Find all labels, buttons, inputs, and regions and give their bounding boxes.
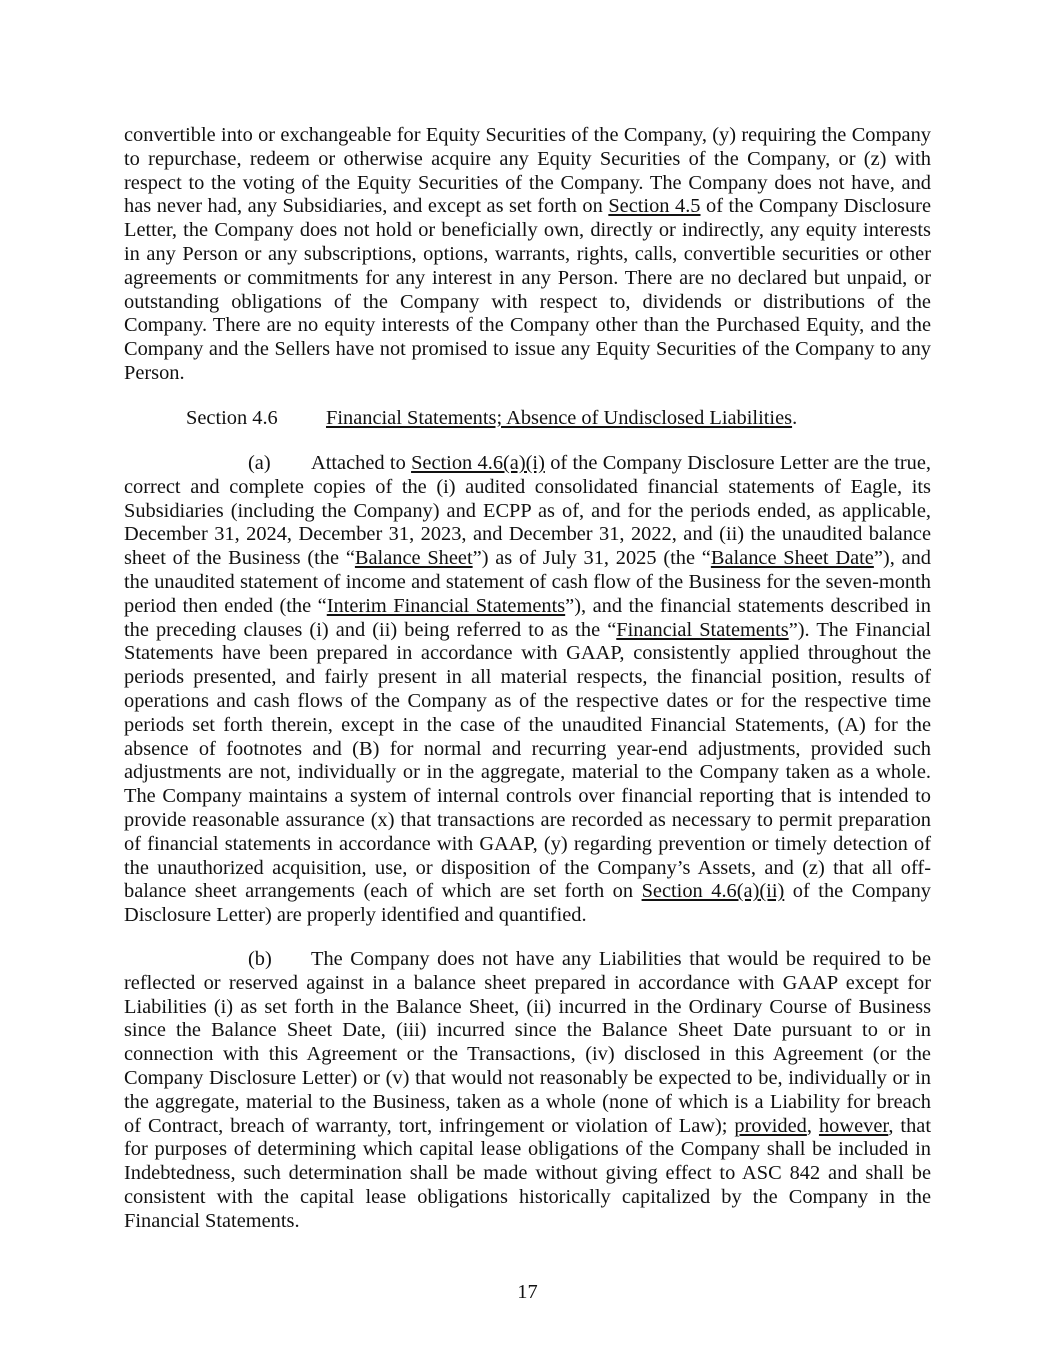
text-line (124, 972, 931, 996)
text-line (124, 1091, 931, 1115)
cross-reference: Balance Sheet (354, 547, 473, 570)
text-line (124, 148, 931, 172)
text-segment: Company Disclosure Letter) or (v) that would not reasonably be expected to be, individually or in (124, 1066, 931, 1089)
text-line (124, 219, 931, 243)
text-line (124, 267, 931, 291)
text-line (124, 690, 931, 714)
text-segment: , (806, 1114, 819, 1137)
text-line (124, 714, 931, 738)
cross-reference: Section 4.5 (608, 195, 701, 218)
cross-reference: provided (734, 1114, 807, 1137)
text-line (124, 833, 931, 857)
text-segment: the unauthorized acquisition, use, or disposition of the Company’s Assets, and (z) that all off- (124, 856, 931, 879)
text-segment: Company and the Sellers have not promised to issue any Equity Securities of the Company to any (124, 338, 931, 361)
text-segment: ”) as of July 31, 2025 (the “ (472, 547, 711, 570)
text-line (124, 1067, 931, 1091)
text-line (124, 314, 931, 338)
text-segment: Disclosure Letter) are properly identified and quantified. (124, 904, 587, 927)
text-line (124, 948, 931, 972)
text-segment: in any Person or any subscriptions, options, warrants, rights, calls, convertible securities or other (124, 242, 931, 265)
paragraph-equity-securities (124, 124, 931, 386)
text-line (124, 500, 931, 524)
text-line (124, 476, 931, 500)
text-line (124, 642, 931, 666)
text-line (124, 738, 931, 762)
text-line (124, 523, 931, 547)
text-line (124, 1138, 931, 1162)
text-segment: reflected or reserved against in a balance sheet prepared in accordance with GAAP except for (124, 971, 931, 994)
text-segment: Person. (124, 361, 185, 384)
text-line (124, 595, 931, 619)
text-line (124, 1162, 931, 1186)
text-line (124, 785, 931, 809)
text-line (124, 809, 931, 833)
text-segment: sheet of the Business (the “ (124, 547, 355, 570)
text-line (124, 880, 931, 904)
text-segment: adjustments are not, individually or in the aggregate, material to the Company taken as a whole. (124, 761, 931, 784)
text-line (124, 547, 931, 571)
text-line (124, 857, 931, 881)
text-line (124, 904, 931, 928)
text-line (124, 291, 931, 315)
paragraph-a-financial-statements (124, 452, 931, 928)
text-line (124, 1043, 931, 1067)
paragraph-b-liabilities (124, 948, 931, 1234)
text-segment: the preceding clauses (i) and (ii) being referred to as the “ (124, 618, 617, 641)
text-line (124, 996, 931, 1020)
text-line (124, 761, 931, 785)
text-segment: consistent with the capital lease obligations historically capitalized by the Company in the (124, 1185, 931, 1208)
text-line (124, 1210, 931, 1234)
page-number: 17 (517, 1281, 538, 1303)
text-segment: Liabilities (i) as set forth in the Balance Sheet, (ii) incurred in the Ordinary Course of Business (124, 995, 931, 1018)
text-segment: ”), and the financial statements described in (565, 594, 931, 617)
text-segment: ”). The Financial (788, 618, 932, 641)
text-segment: Statements have been prepared in accordance with GAAP, consistently applied throughout the (124, 642, 931, 665)
section-number: Section 4.6 (186, 407, 278, 429)
text-segment: Indebtedness, such determination shall be made without giving effect to ASC 842 and shall be (124, 1162, 931, 1185)
text-segment: the unaudited statement of income and statement of cash flow of the Business for the seven-month (124, 570, 931, 593)
text-line (124, 619, 931, 643)
text-segment: outstanding obligations of the Company with respect to, dividends or distributions of the (124, 290, 931, 313)
text-segment: Letter, the Company does not hold or beneficially own, directly or indirectly, any equity interests (124, 219, 931, 242)
text-segment: December 31, 2024, December 31, 2023, and December 31, 2022, and (ii) the unaudited balance (124, 523, 931, 546)
text-line (124, 452, 931, 476)
cross-reference: Financial Statements (616, 618, 789, 641)
paragraph-label: (a) (248, 452, 271, 474)
paragraph-label: (b) (248, 948, 272, 970)
text-segment: balance sheet arrangements (each of which are set forth on (124, 880, 642, 903)
text-segment: of Contract, breach of warranty, tort, infringement or violation of Law); (124, 1114, 735, 1137)
text-segment: for purposes of determining which capital lease obligations of the Company shall be included in (124, 1138, 931, 1161)
text-segment: Subsidiaries (including the Company) and ECPP as of, and for the periods ended, as applicable, (124, 499, 931, 522)
text-segment: correct and complete copies of the (i) audited consolidated financial statements of Eagle, its (124, 475, 931, 498)
text-segment: the aggregate, material to the Business, taken as a whole (none of which is a Liability for breach (124, 1090, 931, 1113)
section-title (326, 406, 797, 430)
text-segment: Financial Statements. (124, 1209, 300, 1232)
text-segment: to repurchase, redeem or otherwise acquire any Equity Securities of the Company, or (z) with (124, 147, 931, 170)
text-segment: periods set forth therein, except in the case of the unaudited Financial Statements, (A) for the (124, 713, 931, 736)
text-line (124, 195, 931, 219)
text-line (124, 338, 931, 362)
text-segment: agreements or commitments for any interest in any Person. There are no declared but unpaid, or (124, 266, 931, 289)
text-segment: of the Company Disclosure (700, 195, 932, 218)
text-segment: periods presented, and fairly present in all material respects, the financial position, results of (124, 666, 931, 689)
cross-reference: Section 4.6(a)(ii) (641, 880, 785, 903)
text-segment: absence of footnotes and (B) for normal and recurring year-end adjustments, provided such (124, 737, 931, 760)
text-segment: , that (888, 1114, 931, 1137)
text-segment: respect to the voting of the Equity Securities of the Company. The Company does not have, and (124, 171, 931, 194)
text-line (124, 362, 931, 386)
text-segment: The Company maintains a system of internal controls over financial reporting that is intended to (124, 785, 931, 808)
text-segment: operations and cash flows of the Company as of the respective dates or for the respective time (124, 689, 931, 712)
text-segment: of the Company (784, 880, 931, 903)
text-segment: Attached to (311, 452, 412, 474)
text-line (124, 124, 931, 148)
cross-reference: Interim Financial Statements (326, 594, 566, 617)
text-line (124, 1115, 931, 1139)
cross-reference: however (818, 1114, 889, 1137)
text-segment: period then ended (the “ (124, 594, 327, 617)
section-title-suffix: . (792, 407, 798, 429)
text-line (124, 1019, 931, 1043)
section-title-text: Financial Statements; Absence of Undisclosed Liabilities (326, 407, 793, 429)
text-segment: provide reasonable assurance (x) that transactions are recorded as necessary to permit preparation (124, 808, 931, 831)
cross-reference: Balance Sheet Date (710, 547, 874, 570)
text-segment: of the Company Disclosure Letter are the true, (544, 452, 931, 474)
text-line (124, 1186, 931, 1210)
text-segment: Company. There are no equity interests of the Company other than the Purchased Equity, and the (124, 314, 931, 337)
text-segment: convertible into or exchangeable for Equity Securities of the Company, (y) requiring the Company (124, 124, 931, 146)
text-segment: has never had, any Subsidiaries, and except as set forth on (124, 195, 609, 218)
text-line (124, 172, 931, 196)
text-segment: The Company does not have any Liabilities that would be required to be (311, 948, 931, 970)
section-heading (124, 406, 931, 430)
text-segment: ”), and (873, 547, 932, 570)
text-line (124, 571, 931, 595)
text-line (124, 243, 931, 267)
cross-reference: Section 4.6(a)(i) (411, 452, 545, 474)
text-segment: of financial statements in accordance with GAAP, (y) regarding prevention or timely detection of (124, 832, 931, 855)
text-segment: connection with this Agreement or the Transactions, (iv) disclosed in this Agreement (or the (124, 1043, 931, 1066)
text-segment: since the Balance Sheet Date, (iii) incurred since the Balance Sheet Date pursuant to or in (124, 1019, 931, 1042)
text-line (124, 666, 931, 690)
